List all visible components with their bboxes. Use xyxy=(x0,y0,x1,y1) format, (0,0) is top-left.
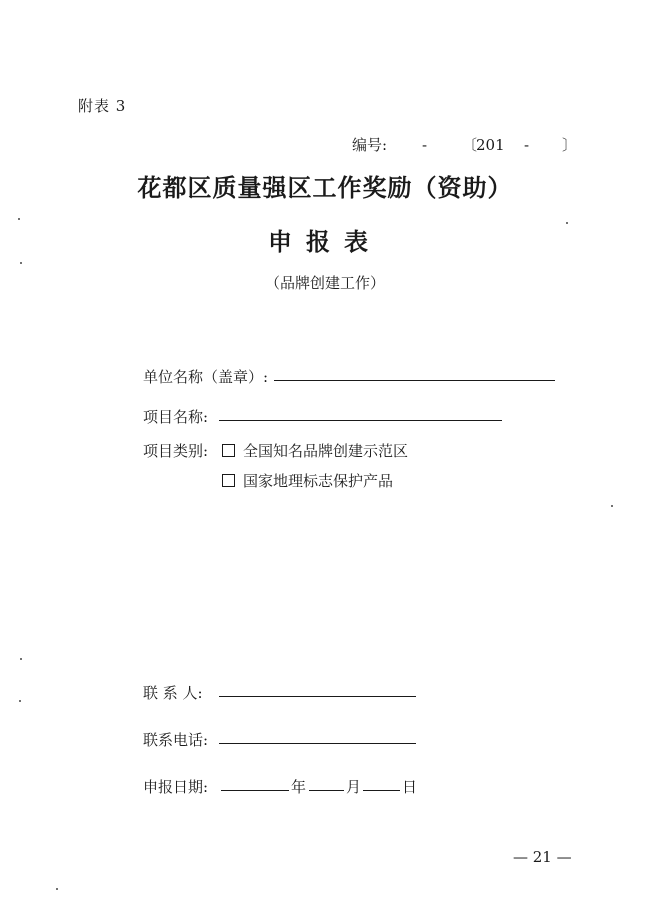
checkbox[interactable] xyxy=(222,444,235,457)
scan-speck xyxy=(20,658,22,660)
date-year-field[interactable] xyxy=(221,790,289,791)
contact-field[interactable] xyxy=(219,696,416,697)
category-option-2[interactable] xyxy=(222,470,393,491)
contact-label: 联 系 人: xyxy=(143,684,203,702)
serial-number xyxy=(352,134,577,155)
phone-field[interactable] xyxy=(219,743,416,744)
date-month-field[interactable] xyxy=(309,790,344,791)
scan-speck xyxy=(19,700,21,702)
category-label: 项目类别: xyxy=(143,442,209,460)
serial-year: 201 xyxy=(476,136,505,154)
scan-speck xyxy=(56,888,58,890)
scan-speck xyxy=(611,505,613,507)
scan-speck xyxy=(566,222,568,224)
day-label: 日 xyxy=(402,778,418,796)
serial-open-bracket: 〔 xyxy=(462,136,478,154)
unit-name-label: 单位名称（盖章）: xyxy=(143,368,269,386)
category-option-label: 全国知名品牌创建示范区 xyxy=(243,442,409,460)
form-subtitle: （品牌创建工作） xyxy=(264,274,385,292)
month-label: 月 xyxy=(346,778,362,796)
checkbox[interactable] xyxy=(222,474,235,487)
form-title: 花都区质量强区工作奖励（资助） xyxy=(137,174,513,202)
project-name-field[interactable] xyxy=(219,420,502,421)
date-day-field[interactable] xyxy=(363,790,400,791)
project-name-label: 项目名称: xyxy=(143,408,209,426)
form-title-sub: 申报表 xyxy=(268,228,382,256)
serial-close-bracket: 〕 xyxy=(562,136,578,154)
serial-label: 编号: xyxy=(352,136,388,154)
serial-dash-2: - xyxy=(524,136,530,154)
category-option-1[interactable] xyxy=(222,440,408,461)
scan-speck xyxy=(18,218,20,220)
category-option-label: 国家地理标志保护产品 xyxy=(243,472,394,490)
phone-label: 联系电话: xyxy=(143,731,209,749)
unit-name-field[interactable] xyxy=(274,380,555,381)
page-number: — 21 — xyxy=(513,848,572,866)
serial-dash: - xyxy=(422,136,428,154)
attachment-label: 附表 3 xyxy=(78,97,127,115)
date-label: 申报日期: xyxy=(143,778,209,796)
year-label: 年 xyxy=(291,778,307,796)
scan-speck xyxy=(20,262,22,264)
